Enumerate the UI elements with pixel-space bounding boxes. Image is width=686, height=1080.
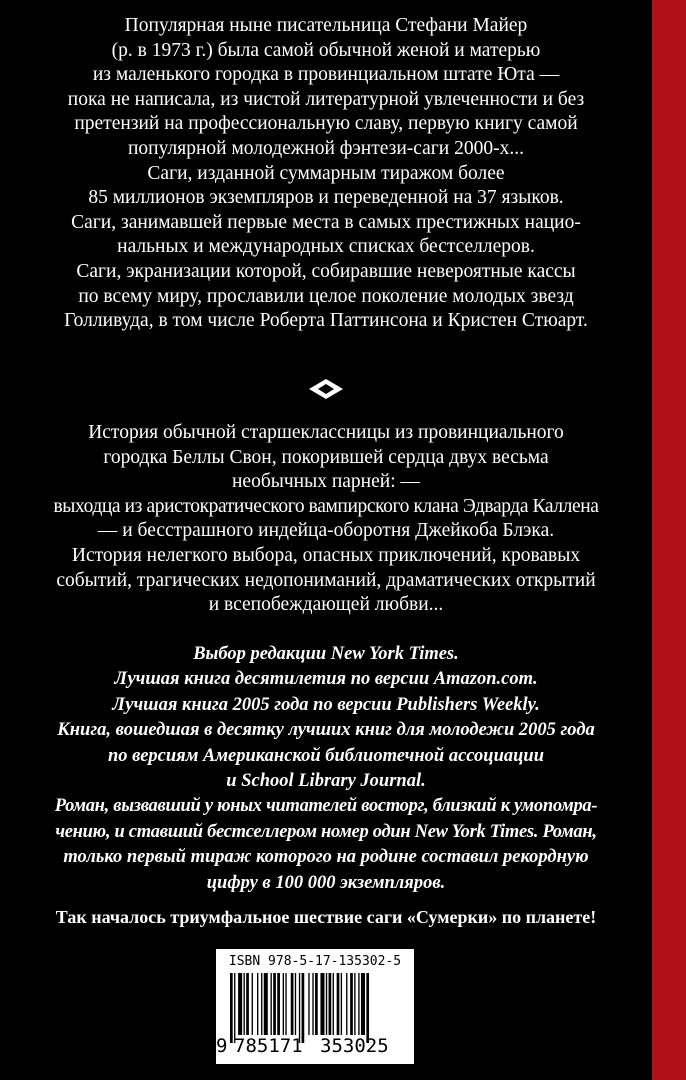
barcode-bar [277,973,280,1035]
intro-paragraph [0,14,652,334]
barcode-bar [238,973,242,1035]
intro-line: (р. в 1973 г.) была самой обычной женой и матерью [111,39,541,61]
barcode-bar [333,973,334,1035]
intro-line: претензий на профессиональную славу, первую книгу самой [74,113,578,135]
barcode-bar [261,973,262,1035]
accolade-line: по версиям Американской библиотечной ассоциации [108,745,544,766]
intro-line: по всему миру, прославили целое поколение молодых звезд [78,285,574,307]
accolade-line: Выбор редакции New York Times. [193,644,459,664]
barcode-bar [346,973,347,1035]
barcode-bar [302,973,305,1043]
intro-line: из маленького городка в провинциальном штате Юта — [92,64,560,86]
intro-line: Популярная ныне писательница Стефани Майер [124,15,528,36]
barcode-bar [264,973,268,1035]
accolade-line: и School Library Journal. [226,771,426,792]
intro-line: Голливуда, в том числе Роберта Паттинсона и Кристен Стюарт. [64,310,588,332]
intro-line: популярной молодежной фэнтези-саги 2000-х... [128,137,524,159]
accolades-block [0,642,652,896]
story-line: и всепобеждающей любви... [208,594,444,616]
red-spine-stripe [652,0,686,1080]
barcode-bar [308,973,309,1035]
diamond-ornament-icon [308,378,344,400]
barcode-bar [271,973,272,1035]
story-line: выходца из аристократического вампирского клана Эдварда Каллена [53,495,599,517]
barcode-bar [244,973,245,1035]
story-line: История обычной старшеклассницы из провинциального [88,422,564,443]
barcode-bar [230,973,233,1043]
story-line: — и бесстрашного индейца-оборотня Джейкоба Блэка. [97,520,555,542]
barcode-bar [315,973,318,1035]
accolade-line: Лучшая книга 2005 года по версии Publishers Weekly. [112,694,540,715]
accolade-line: чению, и ставший бестселлером номер один New York Times. Роман, [55,821,597,842]
barcode-bar [329,973,332,1035]
barcode-bar [291,973,294,1035]
barcode-bar [246,973,249,1035]
barcode-bar [283,973,284,1035]
closing-tagline: Так началось триумфальное шествие саги «Сумерки» по планете! [55,907,597,927]
intro-line: Саги, изданной суммарным тиражом более [147,162,505,184]
story-line: История нелегкого выбора, опасных приключений, кровавых [71,544,581,566]
barcode-bar [252,973,253,1035]
intro-line: пока не написала, из чистой литературной увлеченности и без [67,88,585,110]
barcode-bar [326,973,327,1035]
accolade-line: только первый тираж которого на родине составил рекордную [63,847,589,868]
barcode-bar [341,973,342,1035]
barcode-bar [273,973,276,1035]
barcode-bar [257,973,258,1035]
barcode-bar [354,973,355,1035]
accolade-line: цифру в 100 000 экземпляров. [206,872,446,893]
barcode-digits-right: 353025 [320,1035,389,1057]
story-line: городка Беллы Свон, покорившей сердца двух весьма [103,446,549,468]
barcode-bar [366,973,369,1043]
accolade-line: Лучшая книга десятилетия по версии Amazon.com. [114,669,538,690]
barcode-digit-first: 9 [216,1035,228,1057]
barcode-bars [222,973,408,1043]
barcode-bar [350,973,353,1035]
barcode-bar [234,973,235,1043]
barcode-bar [295,973,296,1035]
barcode-bar [285,973,286,1035]
barcode-digits-left: 785171 [234,1035,303,1057]
intro-line: Саги, экранизации которой, собиравшие невероятные кассы [76,260,576,282]
barcode-bar [312,973,313,1035]
story-line: необычных парней: — [232,471,420,493]
accolade-line: Роман, вызвавший у юных читателей восторг, близкий к умопомра- [54,796,598,817]
intro-line: нальных и международных списках бестселлеров. [117,236,535,258]
isbn-label: ISBN 978-5-17-135302-5 [228,954,402,969]
intro-line: Саги, занимавшей первые места в самых престижных нацио- [71,211,581,233]
story-paragraph [0,421,652,618]
intro-line: 85 миллионов экземпляров и переведенной на 37 языков. [88,187,564,209]
barcode-bar [361,973,365,1035]
barcode-bar [320,973,324,1035]
barcode-bar [299,973,300,1043]
barcode-bar [358,973,359,1035]
barcode-bar [337,973,340,1035]
accolade-line: Книга, вошедшая в десятку лучших книг для молодежи 2005 года [57,720,595,741]
isbn-barcode [216,949,414,1064]
story-line: событий, трагических недопониманий, драматических открытий [56,569,596,591]
section-divider [0,378,652,405]
